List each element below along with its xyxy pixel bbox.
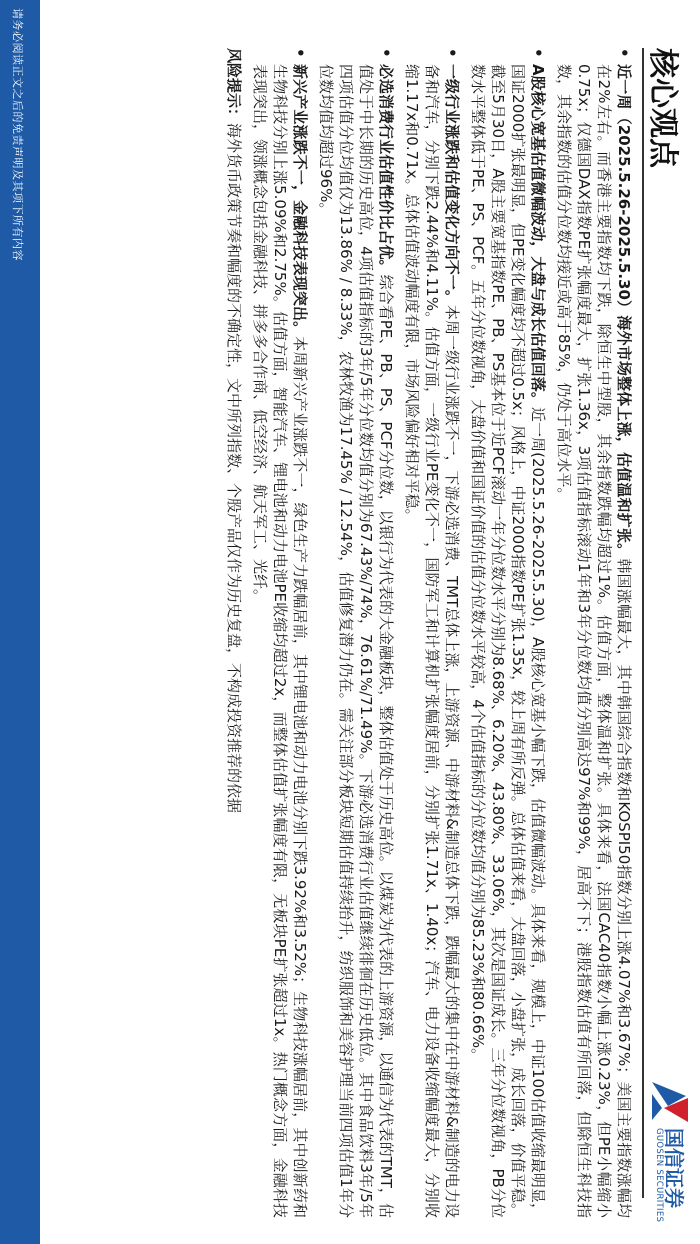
bullet-heading: 必选消费行业估值性价比占优。 <box>377 64 395 275</box>
risk-warning <box>224 48 244 1218</box>
guosen-logo-icon <box>650 1080 690 1124</box>
bullet-heading: A股核心宽基估值微幅波动，大盘与成长估值回落。 <box>529 64 547 407</box>
bullet-body: 本周新兴产业涨跌不一，绿色生产力跌幅居前，其中锂电池和动力电池分别下跌3.92%和3.52%；生物科技涨幅居前，其中创新药和生物科技分别上涨5.09%和2.75%。估值方面，智能汽车、锂电池和动力电池PE收缩均超过2x，而整体估值扩张幅度有限，无板块PE扩张超过1x。热门概念方面，金融科技表现突出，领涨概念包括金融科技、拼多多合作商、低空经济、航天军工、光纤。 <box>251 64 309 1218</box>
bullet-body: 本周一级行业涨跌不一，下游必选消费、TMT总体上涨，上游资源、中游材料&制造总体下跌，跌幅最大的集中在中游材料&制造的电力设备和汽车，分别下跌2.44%和4.11%。估值方面，一级行业PE变化不一，国防军工和计算机扩张幅度居前，分别扩张1.71x、1.40x；汽车、电力设备收缩幅度最大，分别收缩1.17x和0.71x。总体估值波动幅度有限，市场风险偏好相对平稳。 <box>403 64 461 1218</box>
title-divider <box>642 48 644 1198</box>
bullet-industry-performance <box>402 48 462 1218</box>
bullet-marker: • <box>291 48 309 58</box>
bullet-body: 综合看PE、PB、PS、PCF分位数，以银行为代表的大金融板块，整体估值处于历史高位。以煤炭为代表的上游资源，以通信为代表的TMT，估值处于中长期的历史高位，4项估值指标的3年/5年分位数均值分别为67.43%/74%，76.61%/71.49%。下游必选消费行业估值继续徘徊在历史低位。其中食品饮料3年/5年四项估值分位均值仅为13.86% / 8.33%，农林牧渔为17.45% / 12.54%，估值修复潜力仍在。需关注部分板块短期估值持续抬升，纺织服饰和美容护理当前四项估值1年分位数均值均超过96%。 <box>317 64 395 1218</box>
logo-chinese-name: 国信证券 <box>662 1128 686 1208</box>
bullet-a-share-broad-index <box>468 48 548 1218</box>
core-viewpoints <box>224 48 634 1218</box>
logo-english-name: GUOSEN SECURITIES <box>654 1128 664 1223</box>
bullet-emerging-industries <box>250 48 310 1218</box>
bullet-marker: • <box>443 48 461 58</box>
bullet-body: 近一周(2025.5.26-2025.5.30)，A股核心宽基小幅下跌，估值微幅波动。具体来看，规模上，中证100估值收缩最明显，国证2000扩张最明显，但PE变化幅度均不超过0.5x；风格上，中证2000指数PE扩张1.35x，较上周有所反弹。总体估值来看，大盘回落，小盘扩张，成长回落，价值平稳。截至5月30日，A股主要宽基指数PE、PB、PS基本位于近PCF滚动一年分位数水平分别为8.68%、6.20%、43.80%、33.06%，其次是国证成长。三年分位数视角，PB分位数水平整体低于PE、PS、PCF。五年分位数视角，大盘价值和国证价值的估值分位数水平较高，4个估值指标的分位数均值分别为85.23%和80.66%。 <box>469 64 547 1218</box>
disclaimer-text: 请务必阅读正文之后的免责声明及其项下所有内容 <box>11 8 24 261</box>
risk-heading: 风险提示： <box>225 48 243 124</box>
bullet-marker: • <box>377 48 395 58</box>
bullet-marker: • <box>615 48 633 58</box>
risk-body: 海外货币政策节奏和幅度的不确定性，文中所列指数、个股产品仅作为历史复盘，不构成投资推荐的依据 <box>225 123 243 814</box>
bullet-heading: 新兴产业涨跌不一，金融科技表现突出。 <box>291 64 309 337</box>
bullet-body: 韩国涨幅最大，其中韩国综合指数和KOSPI50指数分别上涨4.07%和3.67%；美国主要指数涨幅均在2%左右。而香港主要指数均下跌，除恒生中型股，其余指数跌幅均超过1%。估值方面，整体温和扩张。具体来看，法国CAC40指数小幅上涨0.23%，但PE小幅缩小0.75x；仅德国DAX指数PE扩张幅度最大，扩张1.36x，3项估值指标滚动1年和3年分位数均值分别高达97%和99%，居高不下；港股指数估值有所回落，但除恒生科技指数，其余指数的估值分位数均接近或高于85%，仍处于高位水平。 <box>555 64 633 1218</box>
bullet-marker: • <box>529 48 547 58</box>
page-title: 核心观点 <box>645 48 680 168</box>
bullet-overseas-market <box>554 48 634 1218</box>
bullet-heading: 近一周（2025.5.26-2025.5.30）海外市场整体上涨，估值温和扩张。 <box>615 64 633 559</box>
bullet-heading: 一级行业涨跌和估值变化方向不一。 <box>443 64 461 305</box>
bullet-consumer-valuation <box>316 48 396 1218</box>
company-logo <box>650 1080 690 1223</box>
